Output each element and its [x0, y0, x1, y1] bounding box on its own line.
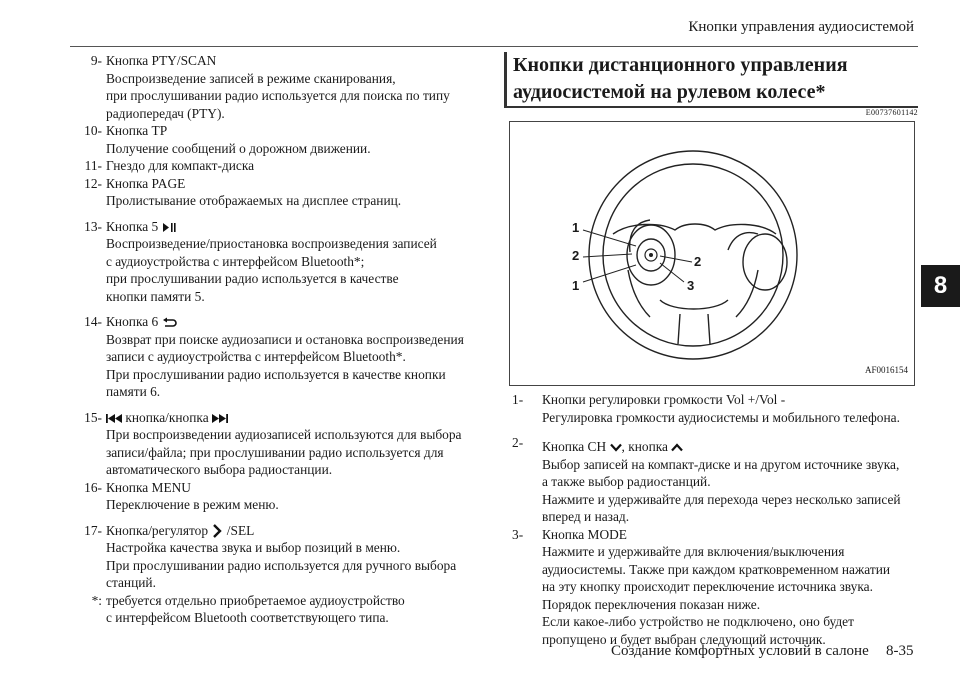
item-title-label: Кнопка 6 [106, 314, 159, 329]
item-text: При прослушивании радио используется в качестве кнопки [106, 366, 446, 382]
callout-2-right: 2 [694, 254, 702, 269]
item-title [106, 409, 484, 427]
item-number: 3- [512, 526, 524, 542]
item-text: автоматического выбора радиостанции. [106, 462, 333, 477]
item-number: 12- [84, 175, 102, 191]
item-text: требуется отдельно приобретаемое аудиоустройство [106, 592, 405, 608]
steering-wheel-illustration [510, 122, 914, 385]
footer-section-name: Создание комфортных условий в салоне [611, 643, 869, 659]
footnote [64, 592, 484, 627]
list-item-16 [64, 479, 484, 514]
item-number: 11- [84, 158, 102, 173]
item-number: 1- [512, 392, 524, 407]
play-pause-icon [162, 222, 176, 233]
item-text: Воспроизведение/приостановка воспроизведения записей [106, 236, 437, 251]
item-title: Кнопка MODE [542, 526, 627, 542]
chapter-tab: 8 [921, 265, 960, 307]
callout-3: 3 [687, 278, 695, 293]
item-text: при прослушивании радио используется для поиска по типу [106, 88, 450, 103]
item-title-label: Кнопка/регулятор [106, 522, 209, 538]
footnote-mark: *: [91, 592, 102, 608]
list-item-r2 [512, 434, 920, 526]
item-title-label-mid: , кнопка [621, 439, 668, 454]
item-title-label: Кнопка 5 [106, 218, 159, 234]
right-column [512, 391, 920, 648]
item-text: Переключение в режим меню. [106, 497, 279, 512]
item-text: с интерфейсом Bluetooth соответствующего типа. [106, 610, 389, 625]
list-item-10 [64, 122, 484, 157]
item-title: Кнопка MENU [106, 479, 191, 495]
item-text: Возврат при поиске аудиозаписи и остановка воспроизведения [106, 331, 464, 347]
item-title-label: Кнопка CH [542, 439, 607, 454]
section-title-rule [504, 106, 918, 108]
chevron-up-icon [671, 443, 683, 452]
callout-1-top: 1 [572, 220, 580, 235]
item-text: Настройка качества звука и выбор позиций в меню. [106, 540, 401, 555]
item-text: Получение сообщений о дорожном движении. [106, 140, 371, 156]
item-title [106, 218, 484, 236]
section-code: E00737601142 [865, 108, 918, 117]
item-text: памяти 6. [106, 384, 161, 399]
page-header-title: Кнопки управления аудиосистемой [688, 19, 914, 35]
item-text: Если какое-либо устройство не подключено, оно будет [542, 614, 854, 629]
skip-next-icon [212, 413, 228, 424]
item-title: Кнопка PTY/SCAN [106, 53, 217, 68]
list-item-r1 [512, 391, 920, 426]
item-text: станций. [106, 575, 156, 590]
list-item-14 [64, 313, 484, 401]
figure-code: AF0016154 [864, 365, 908, 375]
item-title [106, 522, 484, 540]
item-text: Выбор записей на компакт-диске и на другом источнике звука, [542, 456, 900, 472]
item-text: на эту кнопку происходит переключение источника звука. [542, 579, 873, 594]
item-text: аудиосистемы. Также при каждом кратковременном нажатии [542, 561, 891, 577]
item-text: Пролистывание отображаемых на дисплее страниц. [106, 193, 402, 208]
item-text: Порядок переключения показан ниже. [542, 596, 761, 612]
item-title [542, 438, 920, 456]
list-item-9 [64, 52, 484, 122]
item-title-label: кнопка/кнопка [125, 409, 209, 425]
list-item-r3 [512, 526, 920, 649]
item-number: 16- [84, 479, 102, 495]
item-number: 14- [84, 314, 102, 329]
left-column [64, 52, 484, 627]
list-item-11 [64, 157, 484, 175]
item-number: 13- [84, 218, 102, 234]
item-text: вперед и назад. [542, 509, 630, 524]
item-text: а также выбор радиостанций. [542, 474, 711, 489]
item-title [106, 313, 484, 331]
item-text: Нажмите и удерживайте для перехода через несколько записей [542, 491, 901, 507]
item-number: 15- [84, 409, 102, 425]
item-title: Гнездо для компакт-диска [106, 158, 255, 173]
item-text: При воспроизведении аудиозаписей используются для выбора [106, 427, 462, 442]
section-title-line: Кнопки дистанционного управления [513, 54, 848, 76]
header-rule [70, 46, 918, 47]
item-text: при прослушивании радио используется в качестве [106, 271, 399, 286]
item-number: 17- [84, 522, 102, 538]
item-title: Кнопки регулировки громкости Vol +/Vol - [542, 392, 786, 407]
item-title: Кнопка TP [106, 123, 168, 138]
callout-1-bottom: 1 [572, 278, 580, 293]
item-text: радиопередач (PTY). [106, 105, 225, 121]
list-item-15 [64, 409, 484, 479]
item-text: пропущено и будет выбран следующий источник. [542, 631, 826, 647]
sound-note-icon [211, 524, 223, 539]
section-title-line: аудиосистемой на рулевом колесе* [513, 81, 826, 103]
return-arrow-icon [162, 317, 178, 329]
item-text: Нажмите и удерживайте для включения/выключения [542, 544, 845, 559]
page-number: 8-35 [886, 643, 914, 659]
list-item-17 [64, 522, 484, 592]
list-item-12 [64, 175, 484, 210]
item-text: Регулировка громкости аудиосистемы и мобильного телефона. [542, 409, 900, 425]
steering-wheel-figure [509, 121, 915, 386]
item-title: Кнопка PAGE [106, 175, 186, 191]
item-title-suffix: /SEL [226, 522, 255, 538]
item-text: с аудиоустройства с интерфейсом Bluetooth*; [106, 253, 365, 269]
item-text: При прослушивании радио используется для ручного выбора [106, 557, 457, 573]
callout-2-left: 2 [572, 248, 580, 263]
item-text: записи/файла; при прослушивании радио используется для [106, 444, 444, 460]
chevron-down-icon [610, 443, 622, 452]
list-item-13 [64, 218, 484, 306]
item-text: кнопки памяти 5. [106, 288, 205, 304]
item-number: 2- [512, 435, 524, 450]
item-text: Воспроизведение записей в режиме сканирования, [106, 70, 396, 86]
item-number: 10- [84, 123, 102, 138]
skip-previous-icon [106, 413, 122, 424]
section-title [504, 52, 918, 106]
item-text: записи с аудиоустройства с интерфейсом Bluetooth*. [106, 349, 406, 364]
item-number: 9- [90, 53, 102, 68]
